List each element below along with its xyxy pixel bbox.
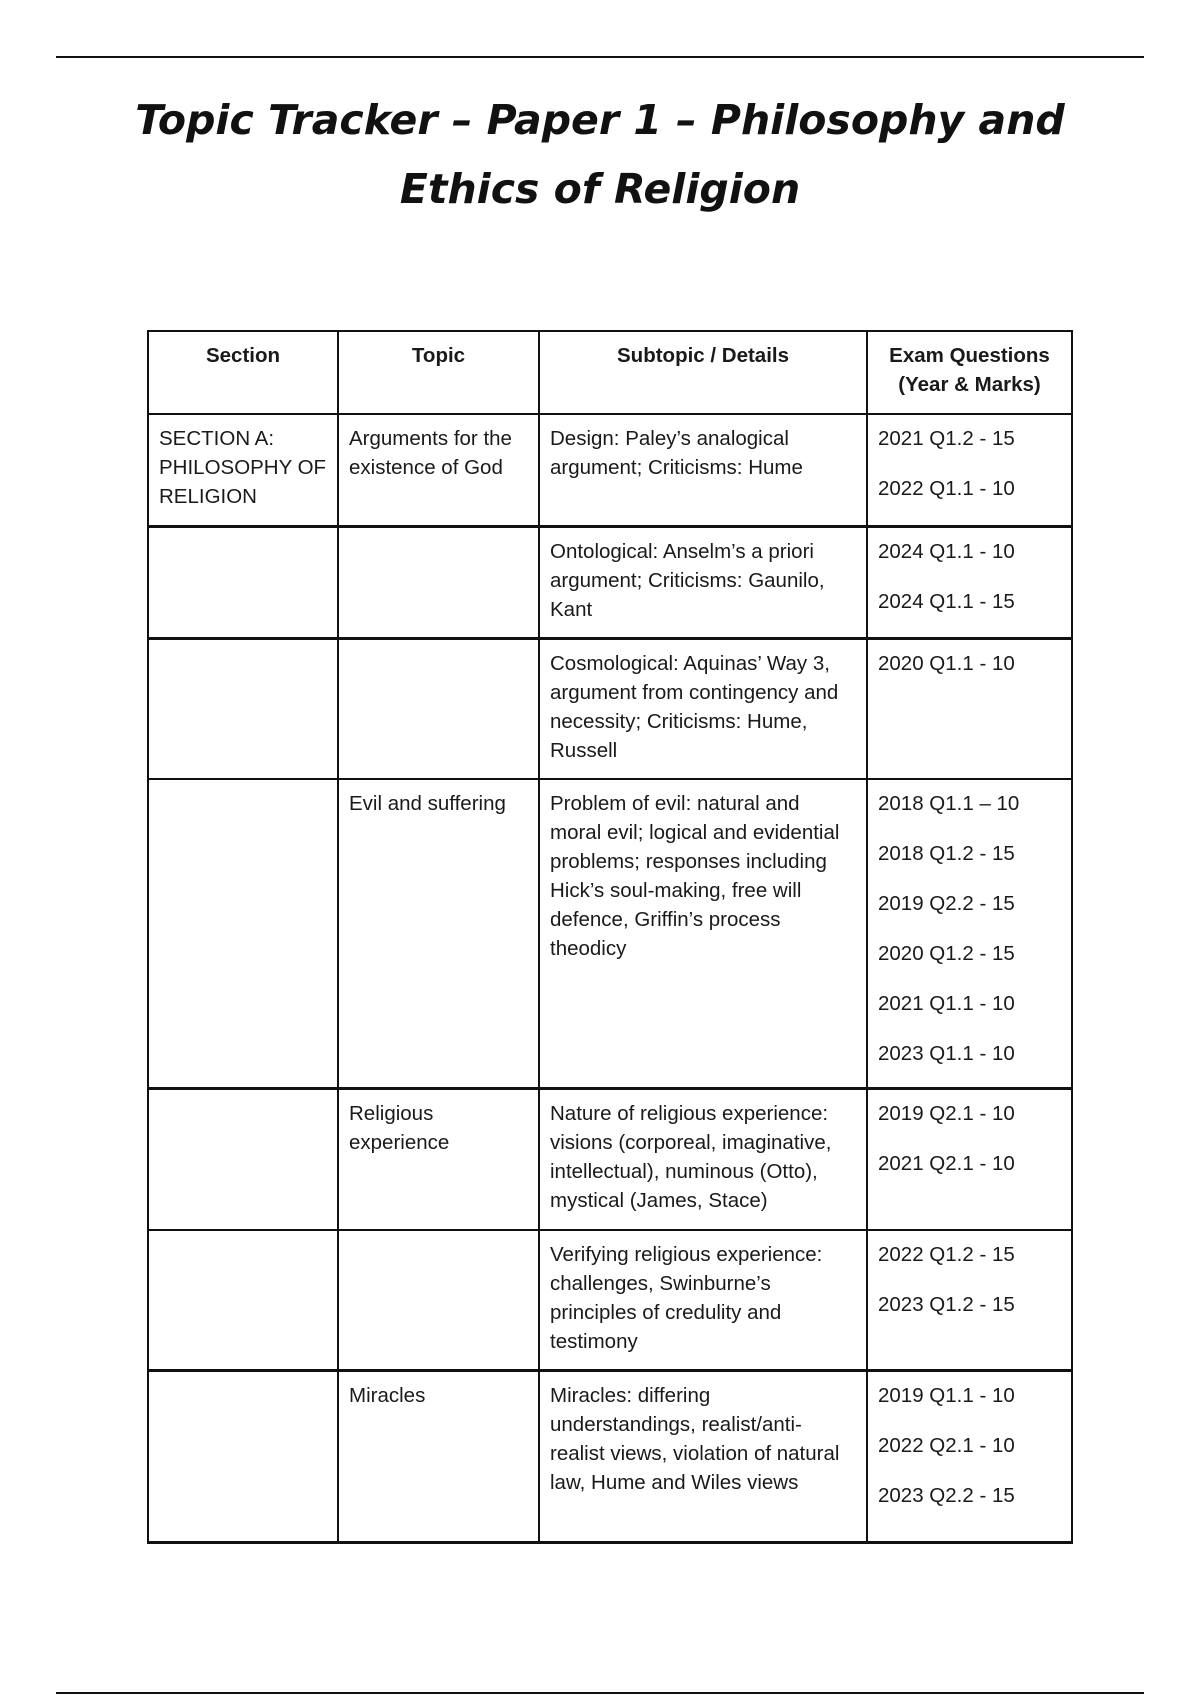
top-rule — [56, 56, 1144, 58]
exam-question: 2021 Q1.1 - 10 — [878, 992, 1015, 1015]
exam-question: 2022 Q1.1 - 10 — [878, 477, 1015, 500]
topic-cell: Miracles — [338, 1371, 539, 1543]
exam-question: 2019 Q2.1 - 10 — [878, 1102, 1015, 1125]
table-row — [148, 638, 1072, 779]
topic-cell — [338, 1230, 539, 1371]
table-row — [148, 414, 1072, 526]
table-row — [148, 1230, 1072, 1371]
details-cell: Cosmological: Aquinas’ Way 3, argument from contingency and necessity; Criticisms: Hume, Russell — [539, 638, 867, 779]
exam-question: 2020 Q1.1 - 10 — [878, 651, 1015, 675]
table-row — [148, 779, 1072, 1089]
topic-cell — [338, 638, 539, 779]
details-cell: Verifying religious experience: challenges, Swinburne’s principles of credulity and testimony — [539, 1230, 867, 1371]
questions-cell — [867, 638, 1072, 779]
details-cell: Design: Paley’s analogical argument; Criticisms: Hume — [539, 414, 867, 526]
section-cell — [148, 638, 338, 779]
questions-cell — [867, 1371, 1072, 1543]
exam-question: 2018 Q1.2 - 15 — [878, 842, 1015, 865]
section-cell — [148, 1089, 338, 1230]
topic-tracker-table — [147, 330, 1073, 1544]
section-cell: SECTION A: PHILOSOPHY OF RELIGION — [148, 414, 338, 526]
questions-cell — [867, 526, 1072, 638]
header-section: Section — [148, 331, 338, 414]
topic-cell: Evil and suffering — [338, 779, 539, 1089]
section-cell — [148, 1371, 338, 1543]
questions-cell — [867, 1230, 1072, 1371]
header-details: Subtopic / Details — [539, 331, 867, 414]
details-cell: Miracles: differing understandings, realist/anti-realist views, violation of natural law, Hume and Wiles views — [539, 1371, 867, 1543]
exam-question: 2022 Q1.2 - 15 — [878, 1242, 1015, 1266]
questions-cell — [867, 414, 1072, 526]
table-row — [148, 1371, 1072, 1543]
details-cell: Nature of religious experience: visions (corporeal, imaginative, intellectual), numinous (Otto), mystical (James, Stace) — [539, 1089, 867, 1230]
exam-question: 2019 Q1.1 - 10 — [878, 1384, 1015, 1407]
topic-cell: Arguments for the existence of God — [338, 414, 539, 526]
exam-question: 2024 Q1.1 - 10 — [878, 539, 1015, 563]
exam-question: 2023 Q1.2 - 15 — [878, 1292, 1015, 1316]
topic-cell: Religious experience — [338, 1089, 539, 1230]
bottom-rule — [56, 1692, 1144, 1694]
exam-question: 2023 Q1.1 - 10 — [878, 1042, 1015, 1065]
exam-question: 2019 Q2.2 - 15 — [878, 892, 1015, 915]
exam-question: 2023 Q2.2 - 15 — [878, 1484, 1015, 1507]
page-title: Topic Tracker – Paper 1 – Philosophy and Ethics of Religion — [135, 96, 1065, 213]
exam-question: 2018 Q1.1 – 10 — [878, 792, 1020, 815]
section-cell — [148, 526, 338, 638]
exam-question: 2021 Q2.1 - 10 — [878, 1152, 1015, 1175]
header-row — [148, 331, 1072, 414]
table-row — [148, 526, 1072, 638]
header-exam-questions: Exam Questions (Year & Marks) — [867, 331, 1072, 414]
exam-question: 2020 Q1.2 - 15 — [878, 942, 1015, 965]
details-cell: Problem of evil: natural and moral evil; logical and evidential problems; responses including Hick’s soul-making, free will defence, Griffin’s process theodicy — [539, 779, 867, 1089]
questions-cell — [867, 1089, 1072, 1230]
questions-cell — [867, 779, 1072, 1089]
details-cell: Ontological: Anselm’s a priori argument; Criticisms: Gaunilo, Kant — [539, 526, 867, 638]
header-topic: Topic — [338, 331, 539, 414]
exam-question: 2022 Q2.1 - 10 — [878, 1434, 1015, 1457]
table-row — [148, 1089, 1072, 1230]
section-cell — [148, 1230, 338, 1371]
section-cell — [148, 779, 338, 1089]
topic-cell — [338, 526, 539, 638]
exam-question: 2024 Q1.1 - 15 — [878, 589, 1015, 613]
exam-question: 2021 Q1.2 - 15 — [878, 427, 1015, 450]
